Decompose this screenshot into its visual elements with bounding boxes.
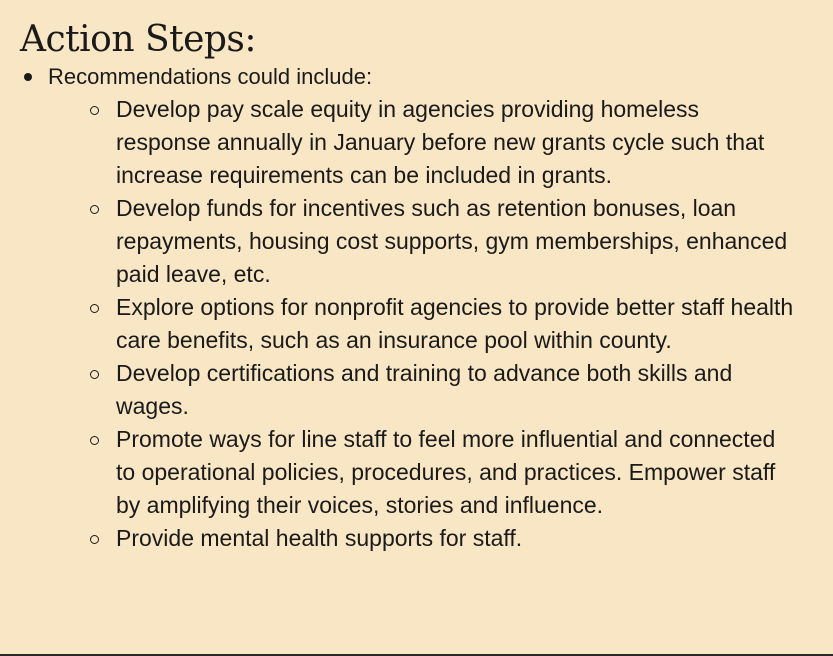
list-item-lead [22,60,795,555]
list-item [90,423,795,522]
list-item [90,93,795,192]
list-item [90,357,795,423]
sub-list [48,93,795,555]
list-item-text: Develop funds for incentives such as retention bonuses, loan repayments, housing cost supports, gym memberships, enhanced paid leave, etc. [116,195,788,287]
recommendations-list [22,60,795,555]
bullet-dot-icon [24,73,32,81]
bullet-circle-icon [90,370,99,379]
bullet-circle-icon [90,304,99,313]
bullet-circle-icon [90,436,99,445]
bullet-circle-icon [90,535,99,544]
bullet-circle-icon [90,106,99,115]
list-item [90,522,795,555]
list-item-text: Develop pay scale equity in agencies providing homeless response annually in January before new grants cycle such that increase requirements can be included in grants. [116,96,765,188]
list-item-text: Develop certifications and training to advance both skills and wages. [116,360,733,419]
list-item-text: Explore options for nonprofit agencies to provide better staff health care benefits, such as an insurance pool within county. [116,294,794,353]
slide-title: Action Steps: [20,19,257,60]
list-item-text: Promote ways for line staff to feel more influential and connected to operational policies, procedures, and practices. Empower staff by amplifying their voices, stories and influence. [116,426,776,518]
lead-text: Recommendations could include: [48,64,373,89]
list-item-text: Provide mental health supports for staff. [116,525,523,551]
list-item [90,291,795,357]
list-item [90,192,795,291]
bullet-circle-icon [90,205,99,214]
